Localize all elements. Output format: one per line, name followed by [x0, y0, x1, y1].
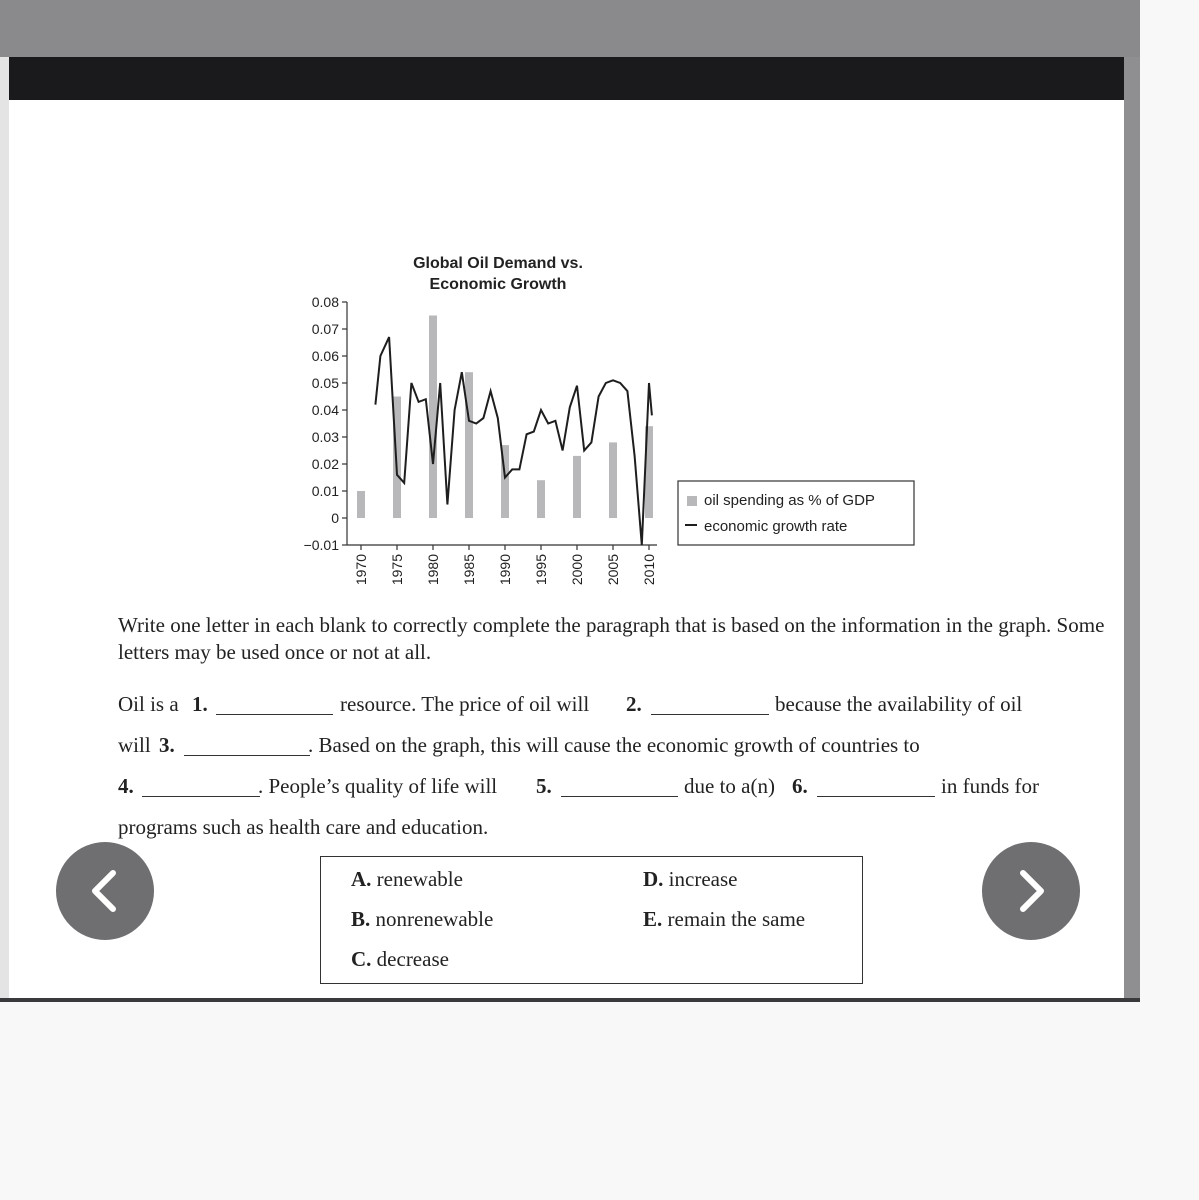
y-tick-label: 0.04	[311, 402, 339, 418]
legend-label-growth-rate: economic growth rate	[704, 518, 848, 535]
blank-5[interactable]	[561, 774, 678, 797]
blank-3[interactable]	[184, 733, 310, 756]
text-segment: in funds for	[941, 774, 1039, 798]
x-tick-label: 1980	[425, 554, 441, 586]
text-segment: . Based on the graph, this will cause the economic growth of countries to	[308, 733, 920, 757]
bar-2000	[573, 456, 581, 518]
previous-page-button[interactable]	[56, 842, 154, 940]
bottom-border	[0, 998, 1140, 1002]
x-tick-label: 1990	[497, 554, 513, 586]
next-page-button[interactable]	[982, 842, 1080, 940]
legend-bar-swatch	[687, 496, 697, 506]
x-axis	[347, 545, 657, 585]
y-axis	[304, 294, 347, 553]
y-tick-label: 0.05	[311, 375, 339, 391]
chart-legend	[678, 481, 914, 545]
y-tick-label: 0.08	[311, 294, 339, 310]
y-tick-label: 0.02	[311, 456, 339, 472]
y-tick-label: 0	[331, 510, 339, 526]
bar-1980	[429, 316, 437, 519]
chevron-left-icon	[85, 867, 125, 915]
instructions-text: Write one letter in each blank to correctly complete the paragraph that is based on the information in the graph. Some letters may be used once or not at all.	[118, 613, 1105, 664]
x-tick-label: 2005	[605, 554, 621, 586]
bar-1995	[537, 480, 545, 518]
chevron-right-icon	[1011, 867, 1051, 915]
chart-title-line-2: Economic Growth	[429, 276, 567, 293]
x-tick-label: 1975	[389, 554, 405, 586]
chart-title-line-1: Global Oil Demand vs.	[413, 255, 583, 272]
x-tick-label: 1970	[353, 554, 369, 586]
text-segment: resource. The price of oil will	[340, 692, 590, 716]
legend-label-oil-spending: oil spending as % of GDP	[704, 492, 875, 509]
text-segment: programs such as health care and education.	[118, 815, 489, 839]
word-bank	[320, 856, 863, 984]
blank-number-6: 6.	[792, 774, 808, 798]
y-tick-label: 0.01	[311, 483, 339, 499]
blank-number-3: 3.	[159, 733, 175, 757]
blank-number-4: 4.	[118, 774, 134, 798]
blank-6[interactable]	[817, 774, 935, 797]
word-bank-option-c: C. decrease	[351, 947, 449, 971]
y-tick-label: 0.07	[311, 321, 339, 337]
bar-1970	[357, 491, 365, 518]
text-segment: . People’s quality of life will	[258, 774, 498, 798]
word-bank-option-a: A. renewable	[351, 867, 463, 891]
bar-2005	[609, 442, 617, 518]
y-tick-label: 0.03	[311, 429, 339, 445]
blank-number-5: 5.	[536, 774, 552, 798]
word-bank-option-e: E. remain the same	[643, 907, 806, 931]
x-tick-label: 2000	[569, 554, 585, 586]
text-segment: due to a(n)	[684, 774, 775, 798]
text-segment: Oil is a	[118, 692, 179, 716]
blank-4[interactable]	[142, 774, 260, 797]
x-tick-label: 1995	[533, 554, 549, 586]
x-tick-label: 2010	[641, 554, 657, 586]
blank-2[interactable]	[651, 692, 769, 715]
blank-1[interactable]	[216, 692, 333, 715]
legend-box	[678, 481, 914, 545]
bar-1985	[465, 372, 473, 518]
word-bank-option-b: B. nonrenewable	[351, 907, 494, 931]
blank-number-2: 2.	[626, 692, 642, 716]
text-segment: because the availability of oil	[775, 692, 1023, 716]
word-bank-option-d: D. increase	[643, 867, 738, 891]
text-segment: will	[118, 733, 151, 757]
bar-series	[357, 316, 653, 519]
y-tick-label: 0.06	[311, 348, 339, 364]
blank-number-1: 1.	[192, 692, 208, 716]
y-tick-label: −0.01	[303, 537, 339, 553]
x-tick-label: 1985	[461, 554, 477, 586]
